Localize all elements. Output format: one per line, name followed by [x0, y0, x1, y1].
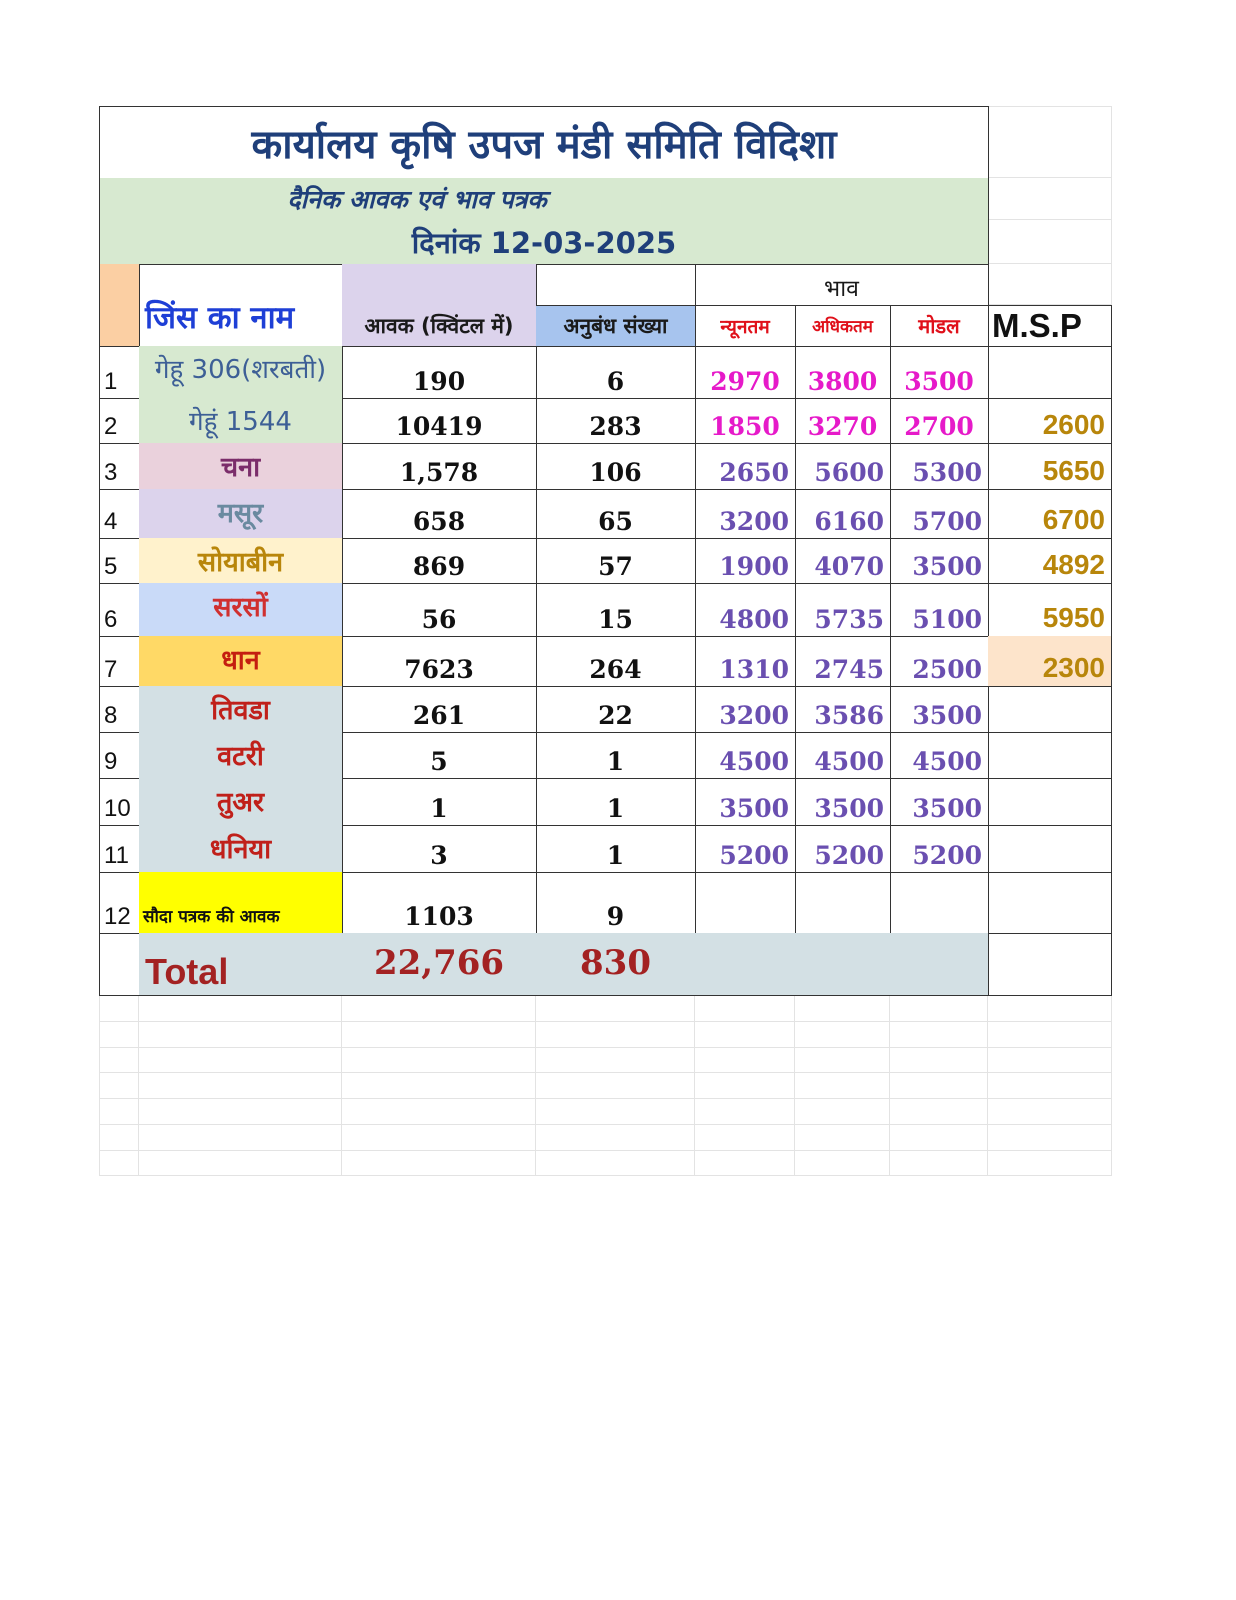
msp-header [988, 305, 1112, 347]
modal-header [890, 305, 989, 347]
subtitle-band-right [695, 178, 989, 220]
row-price-modal-text: 2700 [904, 412, 974, 441]
row-msp [988, 443, 1112, 490]
row-msp [988, 686, 1112, 733]
row-commodity [139, 732, 343, 779]
row-price-max-text: 3500 [814, 794, 884, 823]
grid-cell [139, 1047, 342, 1073]
row-contracts [536, 686, 696, 733]
row-price-modal [890, 732, 989, 779]
row-price-max [795, 583, 891, 637]
grid-cell [99, 1125, 139, 1151]
row-commodity [139, 583, 343, 637]
row-msp [988, 636, 1112, 687]
grid-cell [99, 1073, 139, 1099]
row-serial [99, 398, 140, 444]
row-msp [988, 398, 1112, 444]
row-serial [99, 825, 140, 873]
row-serial [99, 778, 140, 826]
row-price-min [695, 489, 796, 539]
row-contracts-text: 6 [606, 367, 625, 396]
grid-cell [536, 1150, 695, 1176]
msp-header-text: M.S.P [992, 307, 1082, 344]
row-price-max-text: 4070 [814, 552, 884, 581]
row-price-modal [890, 443, 989, 490]
commodity-header [139, 264, 343, 347]
grid-cell [890, 996, 988, 1022]
grid-cell [795, 1150, 890, 1176]
grid-cell [795, 1125, 890, 1151]
row-price-min-text: 1310 [719, 655, 789, 684]
total-label [139, 933, 343, 996]
row-price-modal [890, 872, 989, 934]
row-contracts [536, 872, 696, 934]
row-contracts-text: 1 [606, 841, 625, 870]
row-contracts [536, 778, 696, 826]
row-price-min [695, 538, 796, 584]
grid-cell [695, 1125, 795, 1151]
row-serial-text: 11 [104, 842, 129, 869]
grid-cell [988, 106, 1112, 178]
row-msp [988, 538, 1112, 584]
row-contracts-text: 1 [606, 747, 625, 776]
grid-cell [988, 996, 1112, 1022]
total-arrival [342, 933, 537, 996]
row-price-max [795, 346, 891, 399]
row-price-max-text: 3586 [814, 701, 884, 730]
row-contracts-text: 1 [606, 794, 625, 823]
grid-cell [988, 1150, 1112, 1176]
row-serial [99, 489, 140, 539]
row-commodity [139, 346, 343, 399]
row-price-modal-text: 3500 [912, 794, 982, 823]
max-header-text: अधिकतम [812, 317, 873, 337]
row-arrival-text: 658 [412, 507, 466, 536]
grid-cell [988, 264, 1112, 305]
grid-cell [695, 1099, 795, 1125]
row-price-min-text: 3200 [719, 701, 789, 730]
subtitle-text: दैनिक आवक एवं भाव पत्रक [287, 184, 547, 214]
row-price-min [695, 398, 796, 444]
total-max-cell [795, 933, 891, 996]
grid-cell [795, 1073, 890, 1099]
row-serial-text: 10 [104, 795, 131, 822]
grid-cell [536, 996, 695, 1022]
row-serial-text: 1 [104, 368, 118, 395]
grid-cell [988, 1047, 1112, 1073]
grid-cell [695, 1022, 795, 1048]
row-arrival-text: 56 [421, 605, 457, 634]
row-serial-text: 12 [104, 903, 131, 930]
row-commodity-text: मसूर [217, 498, 264, 529]
row-price-modal-text: 5700 [912, 507, 982, 536]
total-modal-cell [890, 933, 989, 996]
row-serial [99, 443, 140, 490]
row-serial-text: 8 [104, 702, 118, 729]
row-price-max-text: 3270 [807, 412, 878, 441]
row-contracts [536, 583, 696, 637]
row-commodity-text: तुअर [216, 787, 265, 818]
office-title [99, 106, 989, 179]
grid-cell [99, 1022, 139, 1048]
max-header [795, 305, 891, 347]
grid-cell [342, 1125, 536, 1151]
row-msp-text: 2600 [1042, 409, 1105, 440]
office-title-text: कार्यालय कृषि उपज मंडी समिति विदिशा [251, 122, 837, 168]
row-arrival-text: 3 [430, 841, 448, 870]
price-group-header-text: भाव [824, 276, 859, 302]
row-commodity-text: धनिया [209, 834, 272, 865]
row-contracts [536, 732, 696, 779]
grid-cell [342, 996, 536, 1022]
row-arrival-text: 1,578 [399, 458, 479, 487]
row-msp-text: 4892 [1042, 549, 1105, 580]
total-arrival-text: 22,766 [373, 943, 505, 983]
row-price-max [795, 686, 891, 733]
row-serial [99, 686, 140, 733]
date-line-text: दिनांक 12-03-2025 [411, 226, 677, 260]
row-contracts-text: 264 [589, 655, 642, 684]
row-arrival [342, 872, 537, 934]
row-arrival-text: 869 [412, 552, 466, 581]
row-contracts [536, 443, 696, 490]
row-arrival [342, 398, 537, 444]
grid-cell [342, 1099, 536, 1125]
grid-cell [99, 1047, 139, 1073]
grid-cell [695, 1150, 795, 1176]
row-commodity [139, 825, 343, 873]
row-arrival-text: 1 [430, 794, 448, 823]
grid-cell [890, 1022, 988, 1048]
grid-cell [139, 1150, 342, 1176]
row-price-modal-text: 5200 [912, 841, 982, 870]
grid-cell [988, 1099, 1112, 1125]
row-price-min-text: 3200 [719, 507, 789, 536]
row-contracts-text: 9 [606, 902, 625, 931]
row-commodity-text: वटरी [217, 741, 264, 772]
row-serial [99, 583, 140, 637]
row-price-modal-text: 3500 [912, 701, 982, 730]
row-price-modal-text: 2500 [912, 655, 982, 684]
arrival-header-text: आवक (क्विंटल में) [364, 314, 514, 338]
grid-cell [795, 1022, 890, 1048]
row-msp-text: 2300 [1042, 652, 1105, 683]
row-contracts [536, 636, 696, 687]
row-price-max [795, 732, 891, 779]
row-contracts-text: 57 [598, 552, 633, 581]
row-arrival [342, 538, 537, 584]
row-serial-text: 3 [104, 459, 118, 486]
row-price-min-text: 1900 [719, 552, 789, 581]
row-commodity-text: सरसों [213, 592, 268, 623]
row-price-min-text: 4500 [719, 747, 789, 776]
arrival-header [342, 264, 537, 347]
row-price-modal [890, 636, 989, 687]
grid-cell [536, 1099, 695, 1125]
row-arrival-text: 7623 [404, 655, 474, 684]
row-commodity [139, 398, 343, 444]
grid-cell [795, 996, 890, 1022]
row-price-max [795, 489, 891, 539]
total-serial-cell [99, 933, 140, 996]
row-price-modal-text: 3500 [912, 552, 982, 581]
row-price-min-text: 2970 [710, 367, 780, 396]
grid-cell [988, 220, 1112, 264]
row-price-modal [890, 398, 989, 444]
row-price-modal [890, 778, 989, 826]
price-group-header [695, 264, 989, 306]
row-commodity [139, 489, 343, 539]
grid-cell [536, 1073, 695, 1099]
min-header-text: न्यूनतम [720, 315, 770, 338]
total-contracts [536, 933, 696, 996]
row-serial-text: 6 [104, 606, 118, 633]
row-contracts-text: 283 [589, 412, 642, 441]
row-arrival-text: 261 [412, 701, 466, 730]
row-msp [988, 778, 1112, 826]
row-arrival-text: 1103 [404, 902, 474, 931]
row-price-min [695, 825, 796, 873]
row-price-max-text: 6160 [814, 507, 884, 536]
row-serial [99, 732, 140, 779]
row-commodity [139, 636, 343, 687]
row-price-max [795, 872, 891, 934]
grid-cell [139, 1125, 342, 1151]
grid-cell [988, 1022, 1112, 1048]
row-price-modal-text: 4500 [912, 747, 982, 776]
row-price-modal [890, 538, 989, 584]
row-serial-text: 2 [104, 413, 118, 440]
row-msp [988, 583, 1112, 637]
total-msp-cell [988, 933, 1112, 996]
row-msp [988, 872, 1112, 934]
row-price-max [795, 636, 891, 687]
grid-cell [988, 178, 1112, 220]
row-arrival-text: 190 [412, 367, 466, 396]
row-price-min [695, 346, 796, 399]
commodity-header-text: जिंस का नाम [145, 300, 295, 336]
contracts-header-top [536, 264, 696, 306]
row-price-min [695, 686, 796, 733]
row-price-min-text: 1850 [710, 412, 780, 441]
row-price-max [795, 443, 891, 490]
row-serial-text: 9 [104, 748, 118, 775]
row-commodity-text: चना [220, 452, 261, 483]
row-price-max [795, 778, 891, 826]
grid-cell [536, 1022, 695, 1048]
row-price-max-text: 5600 [814, 458, 884, 487]
row-commodity [139, 443, 343, 490]
row-serial [99, 538, 140, 584]
row-contracts [536, 398, 696, 444]
grid-cell [342, 1073, 536, 1099]
row-price-min [695, 732, 796, 779]
row-arrival [342, 489, 537, 539]
grid-cell [890, 1073, 988, 1099]
grid-cell [139, 1022, 342, 1048]
grid-cell [890, 1099, 988, 1125]
row-price-max [795, 398, 891, 444]
row-price-modal-text: 3500 [904, 367, 974, 396]
row-price-min [695, 583, 796, 637]
modal-header-text: मोडल [918, 314, 960, 338]
row-price-max [795, 825, 891, 873]
row-serial [99, 872, 140, 934]
grid-cell [99, 1099, 139, 1125]
row-commodity [139, 872, 343, 934]
row-price-min-text: 5200 [719, 841, 789, 870]
row-contracts-text: 22 [598, 701, 633, 730]
row-price-min [695, 636, 796, 687]
grid-cell [988, 1073, 1112, 1099]
grid-cell [342, 1022, 536, 1048]
row-msp-text: 5950 [1042, 602, 1105, 633]
row-arrival-text: 5 [430, 747, 448, 776]
row-contracts [536, 489, 696, 539]
row-price-modal [890, 825, 989, 873]
row-msp-text: 5650 [1042, 455, 1105, 486]
row-price-max-text: 3800 [807, 367, 878, 396]
row-serial-text: 7 [104, 656, 118, 683]
row-contracts [536, 538, 696, 584]
grid-cell [695, 1073, 795, 1099]
min-header [695, 305, 796, 347]
grid-cell [890, 1125, 988, 1151]
row-contracts [536, 825, 696, 873]
row-commodity [139, 538, 343, 584]
row-commodity-text: गेहू 306(शरबती) [154, 355, 327, 385]
row-commodity-text: सोयाबीन [197, 547, 284, 578]
row-price-modal-text: 5300 [912, 458, 982, 487]
total-label-text: Total [145, 951, 229, 992]
grid-cell [795, 1047, 890, 1073]
grid-cell [536, 1125, 695, 1151]
row-price-max-text: 4500 [814, 747, 884, 776]
grid-cell [99, 996, 139, 1022]
row-msp [988, 825, 1112, 873]
grid-cell [795, 1099, 890, 1125]
row-price-modal [890, 583, 989, 637]
row-serial [99, 346, 140, 399]
row-price-modal-text: 5100 [912, 605, 982, 634]
row-price-modal [890, 489, 989, 539]
grid-cell [988, 1125, 1112, 1151]
subtitle [139, 178, 696, 220]
contracts-header [536, 305, 696, 347]
row-commodity-text: गेहूं 1544 [189, 407, 292, 437]
row-price-modal [890, 346, 989, 399]
row-price-max-text: 5200 [814, 841, 884, 870]
grid-cell [890, 1150, 988, 1176]
row-price-modal [890, 686, 989, 733]
grid-cell [695, 1047, 795, 1073]
row-price-max-text: 2745 [814, 655, 884, 684]
row-commodity-text: धान [221, 645, 260, 676]
row-price-min-text: 2650 [719, 458, 789, 487]
grid-cell [342, 1150, 536, 1176]
row-arrival [342, 825, 537, 873]
row-serial [99, 636, 140, 687]
grid-cell [99, 1150, 139, 1176]
contracts-header-text: अनुबंध संख्या [563, 314, 668, 338]
row-contracts-text: 65 [598, 507, 633, 536]
row-arrival [342, 583, 537, 637]
grid-cell [536, 1047, 695, 1073]
row-arrival [342, 686, 537, 733]
row-price-min-text: 3500 [719, 794, 789, 823]
total-contracts-text: 830 [580, 943, 651, 983]
row-price-min [695, 872, 796, 934]
subtitle-band-left [99, 178, 140, 220]
row-price-max-text: 5735 [814, 605, 884, 634]
row-arrival-text: 10419 [395, 412, 483, 441]
row-price-min [695, 778, 796, 826]
grid-cell [342, 1047, 536, 1073]
row-serial-text: 5 [104, 553, 118, 580]
date-line [99, 219, 989, 265]
grid-cell [139, 1073, 342, 1099]
row-commodity-text: सौदा पत्रक की आवक [143, 907, 280, 927]
row-msp [988, 489, 1112, 539]
total-min-cell [695, 933, 796, 996]
serial-header [99, 264, 140, 347]
row-msp [988, 732, 1112, 779]
row-price-min-text: 4800 [719, 605, 789, 634]
row-price-min [695, 443, 796, 490]
grid-cell [890, 1047, 988, 1073]
grid-cell [139, 1099, 342, 1125]
row-arrival [342, 732, 537, 779]
row-contracts-text: 106 [589, 458, 642, 487]
row-contracts-text: 15 [598, 605, 633, 634]
row-arrival [342, 443, 537, 490]
row-commodity [139, 778, 343, 826]
row-serial-text: 4 [104, 508, 118, 535]
row-msp [988, 346, 1112, 399]
row-msp-text: 6700 [1042, 504, 1105, 535]
row-commodity-text: तिवडा [211, 695, 270, 726]
row-arrival [342, 636, 537, 687]
row-arrival [342, 346, 537, 399]
grid-cell [695, 996, 795, 1022]
row-arrival [342, 778, 537, 826]
row-commodity [139, 686, 343, 733]
row-contracts [536, 346, 696, 399]
grid-cell [139, 996, 342, 1022]
row-price-max [795, 538, 891, 584]
